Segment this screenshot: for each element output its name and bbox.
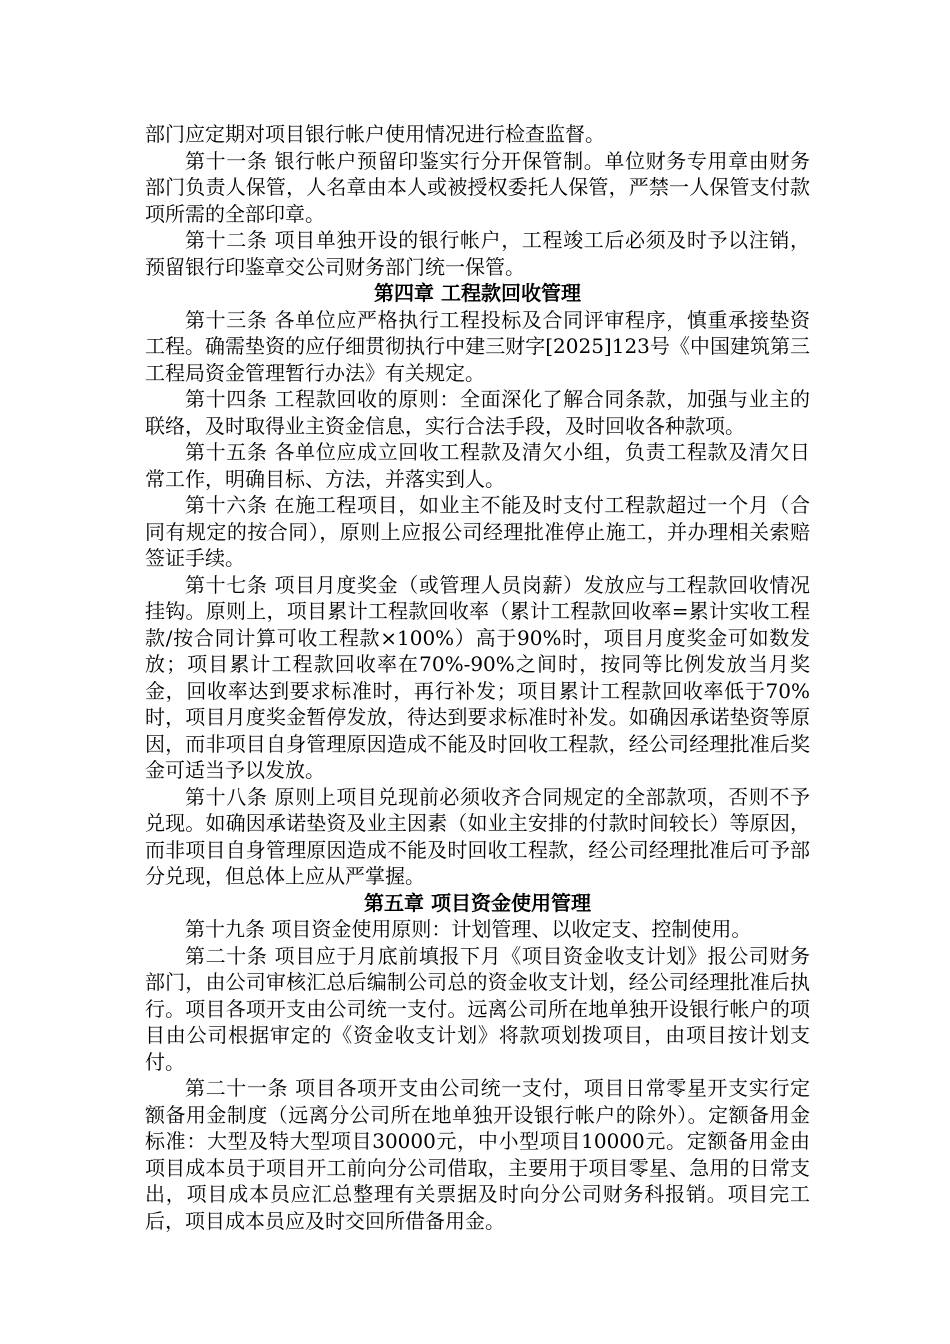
paragraph-article-16: 第十六条 在施工程项目，如业主不能及时支付工程款超过一个月（合同有规定的按合同），原则上应报公司经理批准停止施工，并办理相关索赔签证手续。	[145, 493, 810, 570]
paragraph-article-20: 第二十条 项目应于月底前填报下月《项目资金收支计划》报公司财务部门，由公司审核汇总后编制公司总的资金收支计划，经公司经理批准后执行。项目各项开支由公司统一支付。远离公司所在地单独开设银行帐户的项目由公司根据审定的《资金收支计划》将款项划拨项目，由项目按计划支付。	[145, 943, 810, 1074]
paragraph-article-17: 第十七条 项目月度奖金（或管理人员岗薪）发放应与工程款回收情况挂钩。原则上，项目累计工程款回收率（累计工程款回收率=累计实收工程款/按合同计算可收工程款×100%）高于90%时，项目月度奖金可如数发放；项目累计工程款回收率在70%-90%之间时，按同等比例发放当月奖金，回收率达到要求标准时，再行补发；项目累计工程款回收率低于70%时，项目月度奖金暂停发放，待达到要求标准时补发。如确因承诺垫资等原因，而非项目自身管理原因造成不能及时回收工程款，经公司经理批准后奖金可适当予以发放。	[145, 572, 810, 782]
paragraph-article-21: 第二十一条 项目各项开支由公司统一支付，项目日常零星开支实行定额备用金制度（远离分公司所在地单独开设银行帐户的除外）。定额备用金标准：大型及特大型项目30000元，中小型项目10000元。定额备用金由项目成本员于项目开工前向分公司借取，主要用于项目零星、急用的日常支出，项目成本员应汇总整理有关票据及时向分公司财务科报销。项目完工后，项目成本员应及时交回所借备用金。	[145, 1076, 810, 1233]
paragraph-article-11: 第十一条 银行帐户预留印鉴实行分开保管制。单位财务专用章由财务部门负责人保管，人名章由本人或被授权委托人保管，严禁一人保管支付款项所需的全部印章。	[145, 148, 810, 226]
paragraph-article-13: 第十三条 各单位应严格执行工程投标及合同评审程序，慎重承接垫资工程。确需垫资的应仔细贯彻执行中建三财字[2025]123号《中国建筑第三工程局资金管理暂行办法》有关规定。	[145, 307, 810, 385]
paragraph-article-14: 第十四条 工程款回收的原则：全面深化了解合同条款，加强与业主的联络，及时取得业主资金信息，实行合法手段，及时回收各种款项。	[145, 387, 810, 438]
paragraph-article-12: 第十二条 项目单独开设的银行帐户，工程竣工后必须及时予以注销，预留银行印鉴章交公司财务部门统一保管。	[145, 228, 810, 279]
chapter-heading-5: 第五章 项目资金使用管理	[364, 890, 591, 915]
paragraph-article-19: 第十九条 项目资金使用原则：计划管理、以收定支、控制使用。	[185, 917, 752, 941]
paragraph-continuation: 部门应定期对项目银行帐户使用情况进行检查监督。	[145, 122, 605, 146]
chapter-heading-4: 第四章 工程款回收管理	[374, 281, 581, 305]
paragraph-article-18: 第十八条 原则上项目兑现前必须收齐合同规定的全部款项，否则不予兑现。如确因承诺垫资及业主因素（如业主安排的付款时间较长）等原因，而非项目自身管理原因造成不能及时回收工程款，经公司经理批准后可予部分兑现，但总体上应从严掌握。	[145, 784, 810, 888]
paragraph-article-15: 第十五条 各单位应成立回收工程款及清欠小组，负责工程款及清欠日常工作，明确目标、方法，并落实到人。	[145, 440, 810, 491]
document-page	[145, 121, 810, 1234]
